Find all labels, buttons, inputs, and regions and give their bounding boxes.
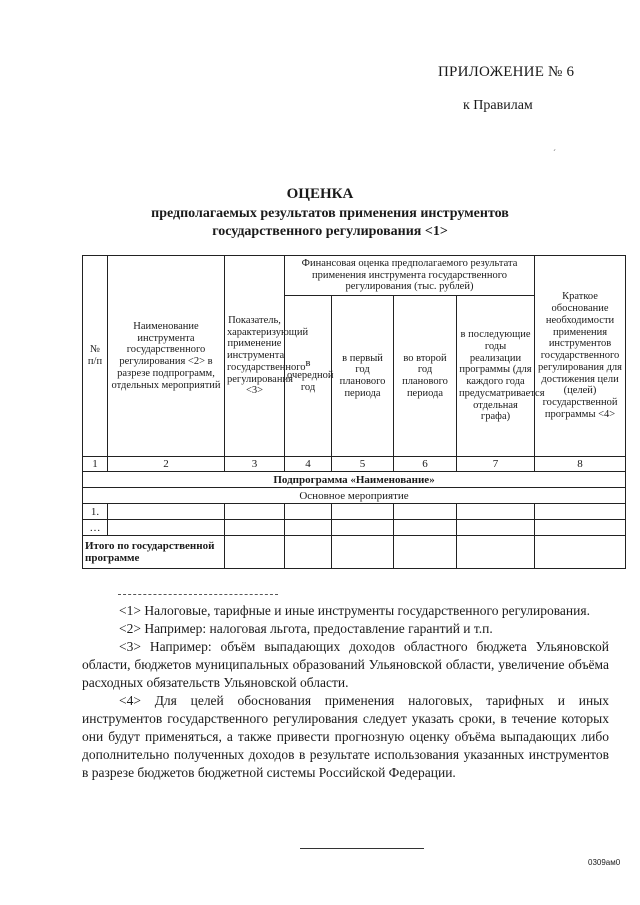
scan-mark: ˊ — [553, 148, 556, 158]
column-number: 8 — [535, 457, 626, 472]
footnote-3: <3> Например: объём выпадающих доходов областного бюджета Ульяновской области, бюджетов муниципальных образований Ульяновской области, увеличение объёма расходных обязательств Ульяновской области. — [82, 639, 609, 690]
column-numbers-row — [83, 457, 626, 472]
table-row — [83, 520, 626, 536]
closing-line — [300, 848, 424, 849]
assessment-table — [82, 255, 626, 569]
footnote-4: <4> Для целей обоснования применения налоговых, тарифных и иных инструментов государственного регулирования следует указать сроки, в течение которых они будут применяться, а также привести прогнозную оценку объёма выпадающих либо дополнительно полученных доходов в результате использования указанных инструментов в разрезе бюджетов бюджетной системы Российской Федерации. — [82, 693, 609, 780]
appendix-to-rules: к Правилам — [463, 98, 533, 113]
header-first-plan-year: в первый год планового периода — [332, 296, 394, 457]
column-number: 4 — [285, 457, 332, 472]
column-number: 5 — [332, 457, 394, 472]
table-row — [83, 504, 626, 520]
column-number: 6 — [394, 457, 457, 472]
header-number: № п/п — [83, 256, 108, 457]
document-title: ОЦЕНКА — [286, 186, 354, 202]
row-number: 1. — [83, 504, 108, 520]
footnotes — [82, 602, 609, 782]
document-code: 0309ам0 — [588, 858, 621, 867]
document-subtitle-line1: предполагаемых результатов применения инструментов — [151, 206, 509, 221]
header-current-year: в очередной год — [285, 296, 332, 457]
column-number: 1 — [83, 457, 108, 472]
column-number: 7 — [457, 457, 535, 472]
header-instrument-name: Наименование инструмента государственного регулирования <2> в разрезе подпрограмм, отдельных мероприятий — [108, 256, 225, 457]
header-financial-assessment: Финансовая оценка предполагаемого результата применения инструмента государственного регулирования (тыс. рублей) — [285, 256, 535, 296]
column-number: 2 — [108, 457, 225, 472]
main-activity-row: Основное мероприятие — [83, 488, 626, 504]
appendix-number: ПРИЛОЖЕНИЕ № 6 — [438, 64, 575, 80]
footnote-separator — [118, 594, 278, 595]
header-justification: Краткое обоснование необходимости применения инструментов государственного регулирования для достижения цели (целей) государственной программы <4> — [535, 256, 626, 457]
header-following-years: в последующие годы реализации программы (для каждого года предусматривается отдельная графа) — [457, 296, 535, 457]
document-subtitle-line2: государственного регулирования <1> — [212, 224, 448, 239]
header-indicator: Показатель, характеризующий применение инструмента государственного регулирования <3> — [225, 256, 285, 457]
footnote-1: <1> Налоговые, тарифные и иные инструменты государственного регулирования. — [119, 603, 590, 618]
footnote-2: <2> Например: налоговая льгота, предоставление гарантий и т.п. — [119, 621, 493, 636]
subprogram-row: Подпрограмма «Наименование» — [83, 472, 626, 488]
total-row-label: Итого по государственной программе — [83, 536, 225, 569]
column-number: 3 — [225, 457, 285, 472]
row-ellipsis: … — [83, 520, 108, 536]
header-second-plan-year: во второй год планового периода — [394, 296, 457, 457]
